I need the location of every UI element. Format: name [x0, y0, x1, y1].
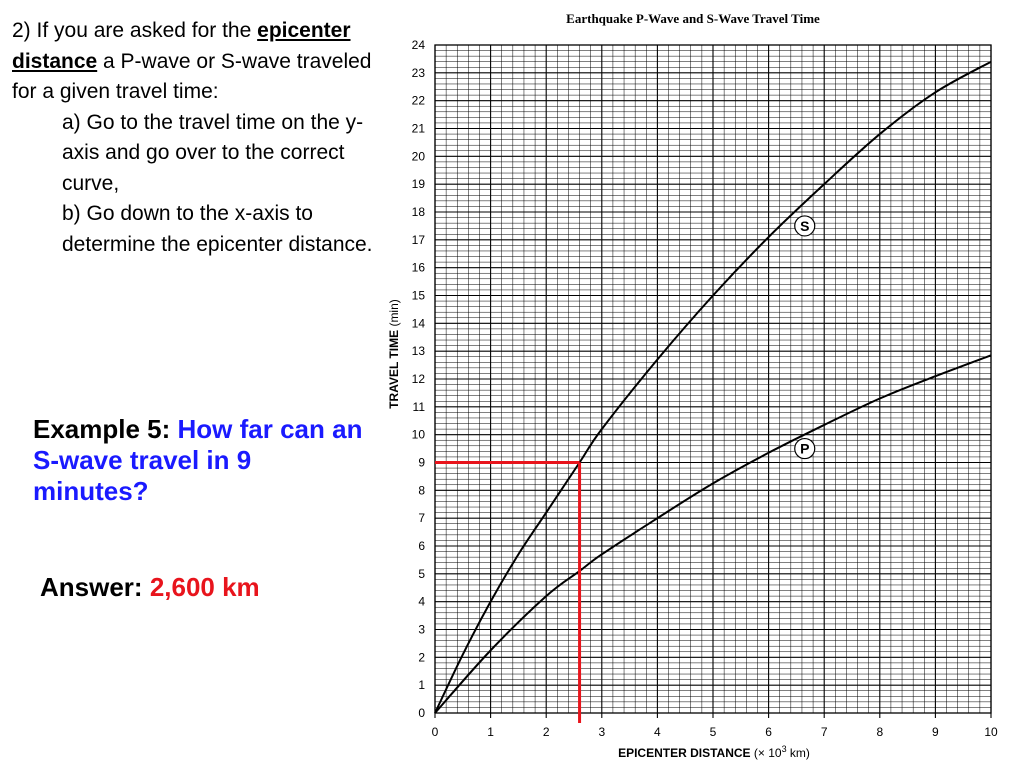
chart-title: Earthquake P-Wave and S-Wave Travel Time — [566, 11, 820, 26]
y-tick-label: 1 — [418, 678, 425, 693]
series-label-text: S — [800, 217, 810, 234]
y-tick-label: 4 — [418, 594, 425, 609]
x-tick-label: 10 — [984, 725, 998, 739]
y-tick-label: 22 — [411, 93, 425, 108]
y-tick-label: 21 — [411, 121, 425, 136]
y-tick-label: 7 — [418, 511, 425, 526]
y-tick-label: 0 — [418, 706, 425, 720]
chart-grid — [435, 45, 991, 718]
y-tick-label: 20 — [411, 149, 425, 164]
series-labels — [795, 216, 815, 459]
y-tick-label: 19 — [411, 177, 425, 192]
y-axis-label — [387, 299, 401, 409]
step-rest: a P-wave or S-wave traveled for a given travel time: — [12, 49, 372, 103]
y-tick-label: 10 — [411, 427, 425, 442]
y-tick-label: 17 — [411, 232, 425, 247]
y-tick-label: 14 — [411, 316, 425, 331]
step-intro: 2) If you are asked for the — [12, 19, 252, 42]
y-tick-label: 5 — [418, 566, 425, 581]
x-tick-labels — [432, 725, 998, 739]
sub-step-b: b) Go down to the x-axis to determine the epicenter distance. — [62, 202, 373, 256]
x-axis-unit-b: km) — [786, 746, 810, 760]
x-axis-label-main: EPICENTER DISTANCE — [618, 746, 751, 760]
y-axis-label-main: TRAVEL TIME — [387, 329, 401, 409]
y-tick-label: 23 — [411, 65, 425, 80]
example-question: How far can an S-wave travel in 9 minutes? — [33, 414, 363, 506]
y-tick-label: 24 — [411, 38, 425, 52]
x-tick-label: 9 — [932, 725, 939, 739]
x-tick-label: 0 — [431, 725, 439, 739]
y-tick-label: 11 — [412, 399, 425, 414]
x-tick-label: 1 — [487, 725, 494, 739]
x-axis-unit-sup: 3 — [781, 744, 787, 754]
x-tick-label: 8 — [876, 725, 884, 739]
step-keyword: epicenter distance — [12, 19, 351, 73]
y-tick-label: 2 — [418, 650, 425, 665]
y-axis-unit: (min) — [387, 299, 401, 330]
x-tick-label: 5 — [709, 725, 717, 739]
answer-value: 2,600 km — [149, 572, 260, 602]
sub-step-a: a) Go to the travel time on the y-axis and go over to the correct curve, — [62, 110, 364, 195]
y-tick-label: 9 — [418, 455, 425, 470]
x-axis-unit-a: (× 10 — [750, 746, 782, 760]
y-tick-label: 3 — [418, 622, 425, 637]
y-tick-label: 15 — [411, 288, 425, 303]
x-tick-label: 6 — [765, 725, 772, 739]
y-tick-label: 18 — [411, 205, 425, 219]
y-tick-labels — [412, 38, 426, 720]
x-axis-label — [618, 744, 810, 760]
y-tick-label: 12 — [411, 372, 425, 386]
y-tick-label: 8 — [418, 483, 425, 498]
answer-label: Answer: — [40, 572, 150, 602]
x-tick-label: 3 — [598, 725, 606, 739]
example-label: Example 5: — [33, 414, 178, 444]
y-tick-label: 13 — [411, 344, 425, 359]
x-tick-label: 7 — [820, 725, 828, 739]
y-tick-label: 16 — [411, 260, 425, 275]
y-tick-label: 6 — [418, 539, 425, 553]
x-tick-label: 2 — [542, 725, 550, 739]
x-tick-label: 4 — [654, 725, 661, 739]
series-label-text: P — [800, 440, 810, 457]
